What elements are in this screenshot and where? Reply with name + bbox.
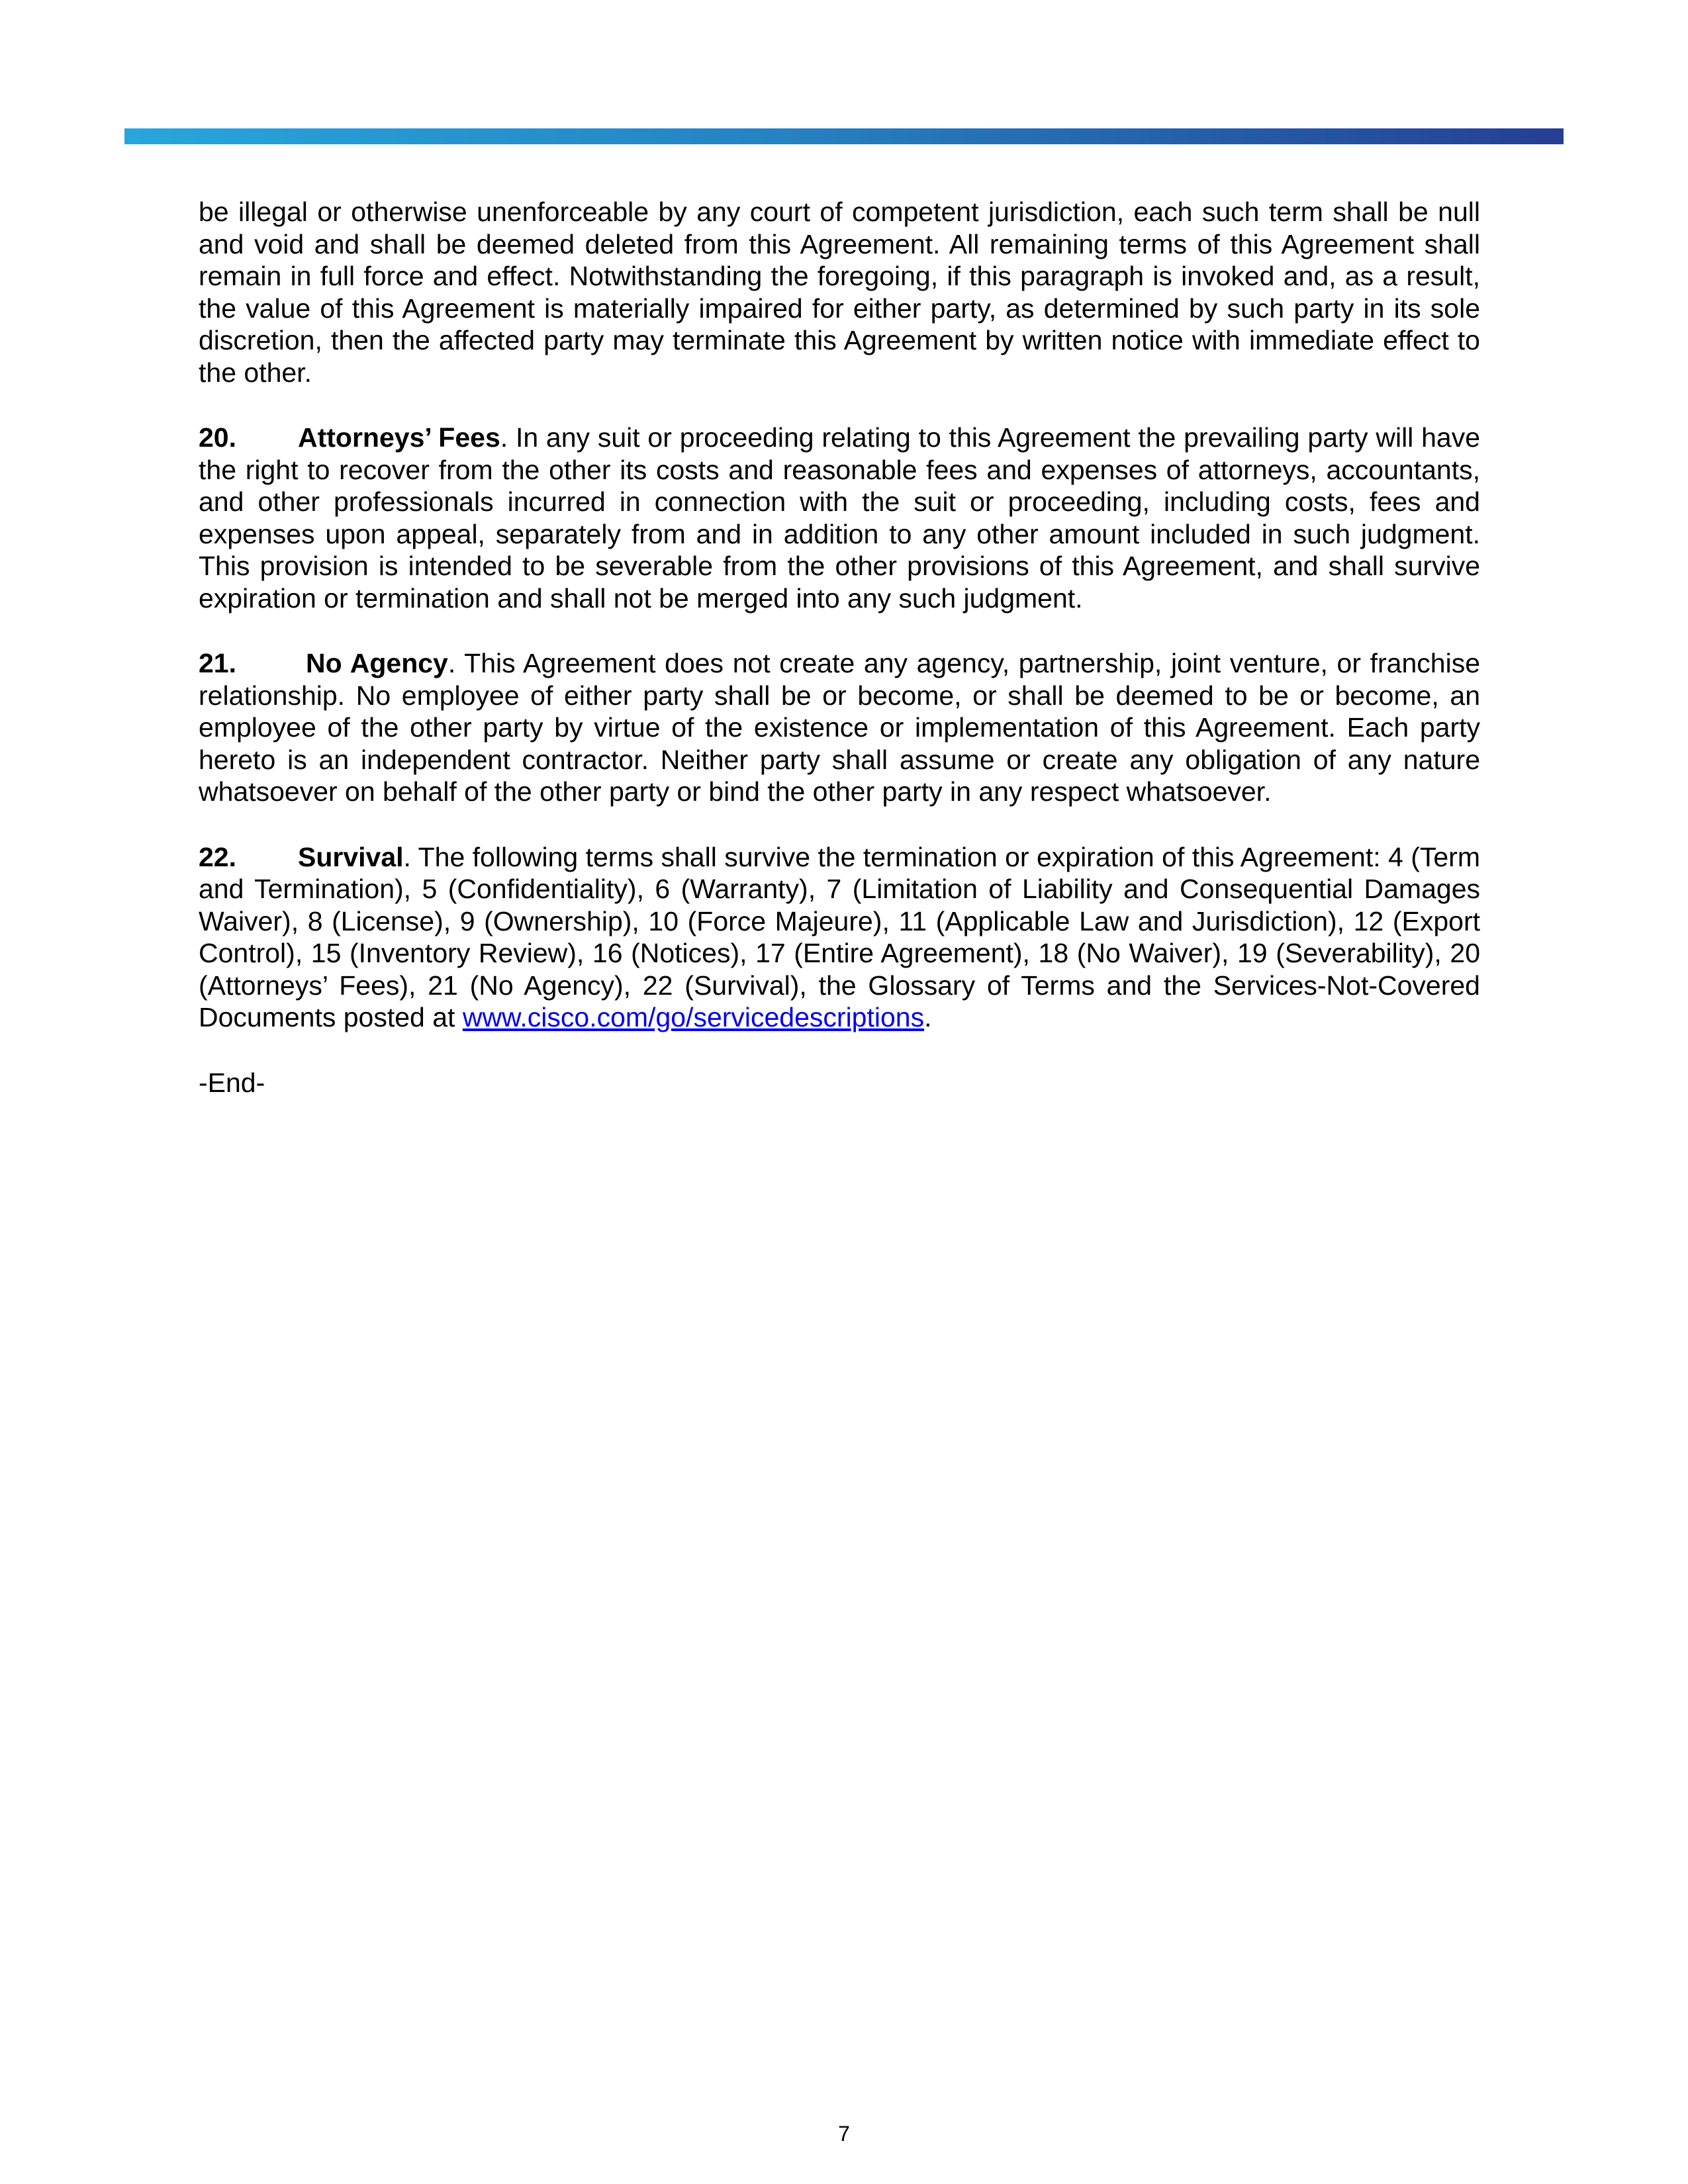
section-number: 22. (199, 841, 236, 872)
section-body: . The following terms shall survive the termination or expiration of this Agreement: 4 (Term and Termination), 5 (Confidentiality), 6 (Warranty), 7 (Limitation of Liability and Consequential Damages Waiver), 8 (License), 9 (Ownership), 10 (Force Majeure), 11 (Applicable Law and Jurisdiction), 12 (Export Control), 15 (Inventory Review), 16 (Notices), 17 (Entire Agreement), 18 (No Waiver), 19 (Severability), 20 (Attorneys’ Fees), 21 (No Agency), 22 (Survival), the Glossary of Terms and the Services-Not-Covered Documents posted at (199, 841, 1480, 1032)
page-number: 7 (838, 2122, 850, 2146)
section-body: . This Agreement does not create any agency, partnership, joint venture, or franchise relationship. No employee of either party shall be or become, or shall be deemed to be or become, an employee of the other party by virtue of the existence or implementation of this Agreement. Each party hereto is an independent contractor. Neither party shall assume or create any obligation of any nature whatsoever on behalf of the other party or bind the other party in any respect whatsoever. (199, 648, 1480, 807)
section-body: . In any suit or proceeding relating to this Agreement the prevailing party will have the right to recover from the other its costs and reasonable fees and expenses of attorneys, accountants, and other professionals incurred in connection with the suit or proceeding, including costs, fees and expenses upon appeal, separately from and in addition to any other amount included in such judgment. This provision is intended to be severable from the other provisions of this Agreement, and shall survive expiration or termination and shall not be merged into any such judgment. (199, 422, 1480, 614)
continuation-text: be illegal or otherwise unenforceable by any court of competent jurisdiction, each such term shall be null and void and shall be deemed deleted from this Agreement. All remaining terms of this Agreement shall remain in full force and effect. Notwithstanding the foregoing, if this paragraph is invoked and, as a result, the value of this Agreement is materially impaired for either party, as determined by such party in its sole discretion, then the affected party may terminate this Agreement by written notice with immediate effect to the other. (199, 197, 1480, 388)
section-number: 20. (199, 422, 236, 453)
section-title: No Agency (306, 648, 448, 678)
end-marker: -End- (199, 1067, 265, 1098)
section-number: 21. (199, 648, 236, 678)
section-20-attorneys-fees (199, 422, 1480, 614)
service-descriptions-link[interactable]: www.cisco.com/go/servicedescriptions (462, 1002, 925, 1032)
header-accent-bar (124, 128, 1564, 144)
section-tail: . (924, 1002, 932, 1032)
document-body (199, 196, 1480, 1132)
section-22-survival (199, 841, 1480, 1034)
section-title: Attorneys’ Fees (298, 422, 500, 453)
section-21-no-agency (199, 647, 1480, 808)
section-title: Survival (298, 841, 404, 872)
continuation-paragraph (199, 196, 1480, 388)
